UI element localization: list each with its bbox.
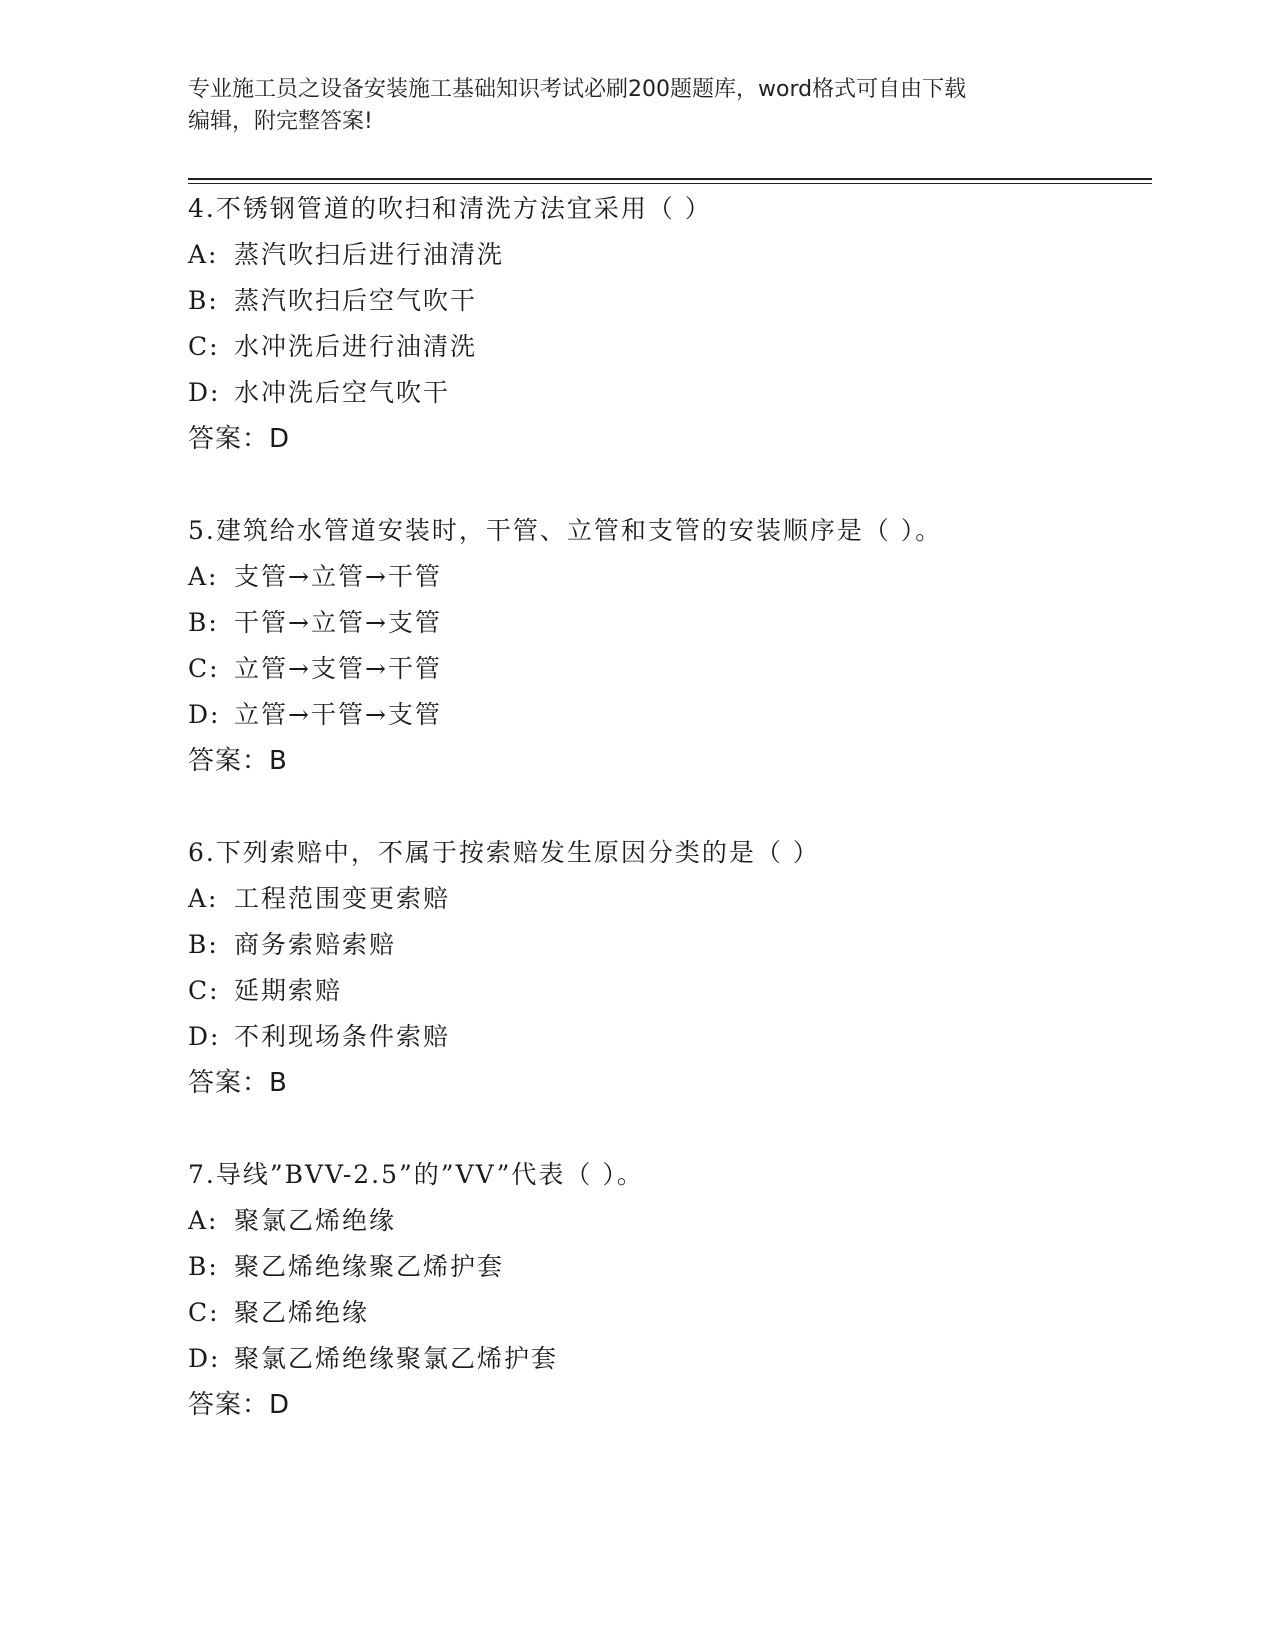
option-d	[188, 1336, 1148, 1382]
question-block-7	[188, 1152, 1148, 1428]
option-text: 立管→干管→支管	[234, 700, 442, 729]
option-letter: C:	[188, 976, 220, 1005]
answer-text: 答案：D	[188, 1390, 291, 1420]
option-b	[188, 600, 1148, 646]
option-letter: D:	[188, 700, 221, 729]
option-a	[188, 876, 1148, 922]
option-d	[188, 692, 1148, 738]
header-divider-thin	[188, 183, 1152, 184]
option-text: 蒸汽吹扫后进行油清洗	[234, 240, 505, 269]
option-a	[188, 232, 1148, 278]
option-letter: B:	[188, 930, 219, 959]
option-b	[188, 1244, 1148, 1290]
option-letter: A:	[188, 562, 219, 591]
question-block-4	[188, 186, 1148, 462]
option-letter: C:	[188, 1298, 220, 1327]
option-d	[188, 370, 1148, 416]
question-block-6	[188, 830, 1148, 1106]
option-a	[188, 554, 1148, 600]
option-text: 聚氯乙烯绝缘聚氯乙烯护套	[234, 1344, 559, 1373]
question-text: 4.不锈钢管道的吹扫和清洗方法宜采用（ ）	[188, 194, 712, 223]
question-text: 5.建筑给水管道安装时，干管、立管和支管的安装顺序是（ ）。	[188, 516, 943, 545]
option-letter: C:	[188, 332, 220, 361]
option-letter: A:	[188, 240, 219, 269]
option-letter: A:	[188, 1206, 219, 1235]
question-block-5	[188, 508, 1148, 784]
option-text: 支管→立管→干管	[234, 562, 442, 591]
document-header	[188, 74, 1068, 138]
option-text: 不利现场条件索赔	[234, 1022, 451, 1051]
option-text: 干管→立管→支管	[234, 608, 442, 637]
option-text: 蒸汽吹扫后空气吹干	[234, 286, 478, 315]
header-line-2: 编辑，附完整答案!	[188, 109, 373, 134]
option-letter: B:	[188, 1252, 219, 1281]
option-text: 商务索赔索赔	[234, 930, 397, 959]
option-text: 立管→支管→干管	[234, 654, 442, 683]
option-letter: D:	[188, 1344, 221, 1373]
option-text: 水冲洗后进行油清洗	[234, 332, 478, 361]
option-letter: B:	[188, 286, 219, 315]
option-letter: A:	[188, 884, 219, 913]
header-divider-thick	[188, 178, 1152, 180]
option-letter: B:	[188, 608, 219, 637]
option-letter: C:	[188, 654, 220, 683]
option-text: 聚氯乙烯绝缘	[234, 1206, 397, 1235]
option-letter: D:	[188, 378, 221, 407]
question-text: 6.下列索赔中，不属于按索赔发生原因分类的是（ ）	[188, 838, 820, 867]
answer-text: 答案：B	[188, 1068, 288, 1098]
option-letter: D:	[188, 1022, 221, 1051]
option-c	[188, 1290, 1148, 1336]
answer-text: 答案：D	[188, 424, 291, 454]
option-text: 延期索赔	[234, 976, 343, 1005]
option-text: 工程范围变更索赔	[234, 884, 451, 913]
option-text: 聚乙烯绝缘聚乙烯护套	[234, 1252, 505, 1281]
option-c	[188, 324, 1148, 370]
option-c	[188, 646, 1148, 692]
question-text: 7.导线”BVV-2.5”的”VV”代表（ ）。	[188, 1160, 644, 1189]
header-line-1: 专业施工员之设备安装施工基础知识考试必刷200题题库，word格式可自由下载	[188, 77, 967, 102]
answer-text: 答案：B	[188, 746, 288, 776]
option-text: 水冲洗后空气吹干	[234, 378, 451, 407]
option-text: 聚乙烯绝缘	[234, 1298, 370, 1327]
option-a	[188, 1198, 1148, 1244]
option-c	[188, 968, 1148, 1014]
option-b	[188, 922, 1148, 968]
option-d	[188, 1014, 1148, 1060]
option-b	[188, 278, 1148, 324]
